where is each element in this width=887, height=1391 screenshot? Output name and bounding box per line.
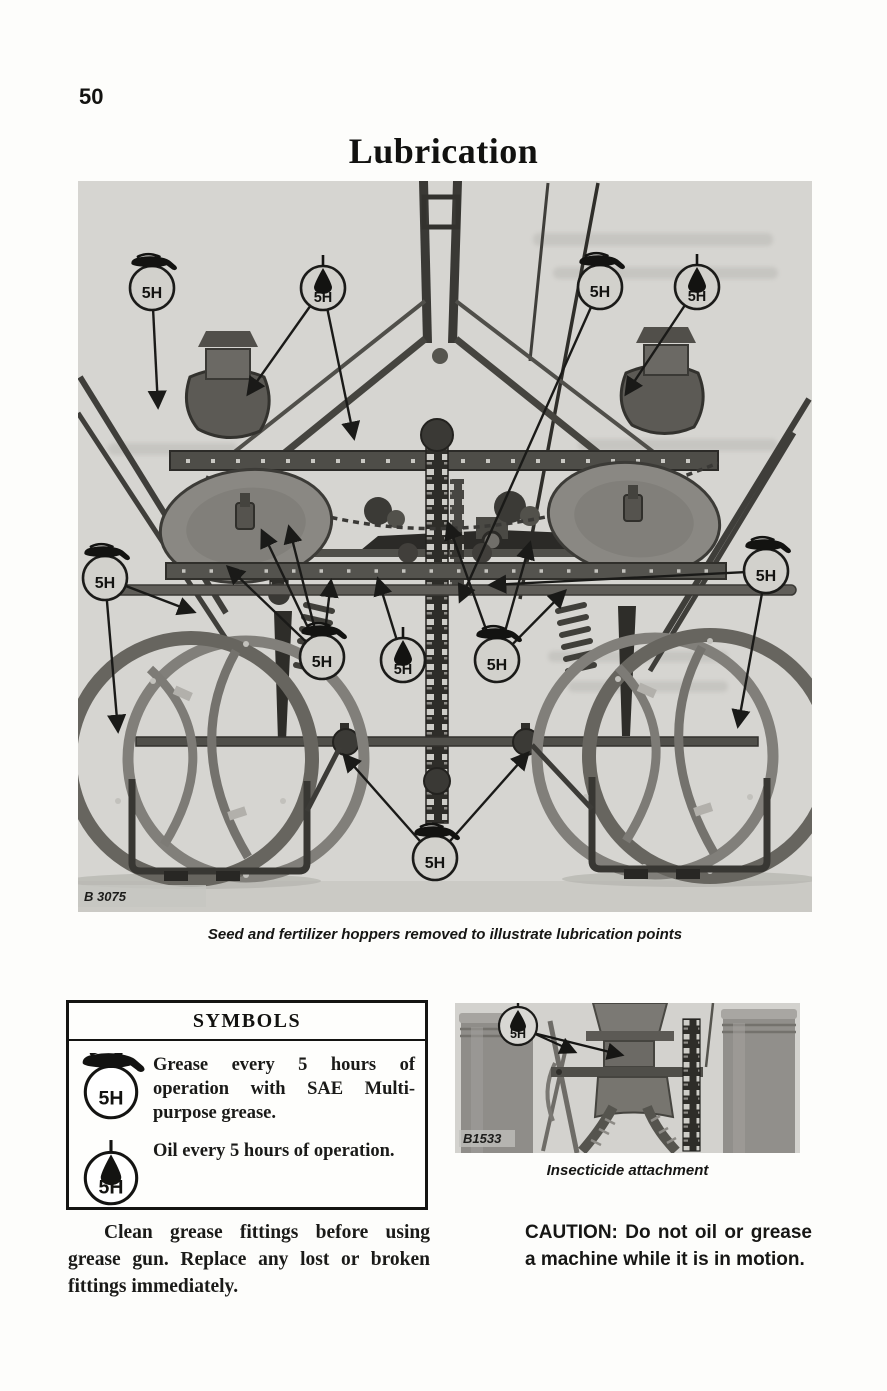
- marker-grease-lower-right: [475, 626, 522, 682]
- svg-text:5H: 5H: [393, 662, 413, 678]
- svg-text:5H: 5H: [98, 1176, 124, 1199]
- photo-id-label: B1533: [463, 1131, 502, 1146]
- caution-note: CAUTION: Do not oil or grease a machine while it is in motion.: [525, 1222, 812, 1270]
- grease-5h-icon: [75, 1053, 147, 1127]
- lubrication-points-figure: [78, 181, 812, 912]
- drive-chain: [683, 1019, 700, 1151]
- figure-caption: Seed and fertilizer hoppers removed to illustrate lubrication points: [207, 926, 683, 943]
- grease-symbol-row: [75, 1053, 415, 1127]
- grease-symbol-description: Grease every 5 hours of operation with SAE Multi-purpose grease.: [153, 1055, 415, 1124]
- marker-grease-bottom-center: [413, 824, 460, 880]
- svg-text:5H: 5H: [755, 568, 777, 585]
- svg-text:5H: 5H: [94, 575, 116, 592]
- svg-text:5H: 5H: [589, 284, 611, 301]
- svg-text:5H: 5H: [486, 657, 508, 674]
- page-number: 50: [79, 84, 104, 109]
- marker-grease-lower-left: [300, 623, 347, 679]
- svg-text:5H: 5H: [687, 289, 707, 305]
- right-hopper-can: [721, 1009, 797, 1153]
- svg-text:5H: 5H: [313, 290, 333, 306]
- svg-text:5H: 5H: [98, 1087, 124, 1110]
- marker-grease-mid-right: [744, 537, 791, 593]
- photo-id-label: B 3075: [84, 889, 126, 904]
- svg-text:5H: 5H: [510, 1027, 526, 1041]
- marker-grease-mid-left: [83, 544, 130, 600]
- symbols-box-title: SYMBOLS: [69, 1003, 425, 1041]
- oil-5h-icon: [75, 1139, 147, 1213]
- insecticide-caption: Insecticide attachment: [546, 1162, 709, 1179]
- oil-symbol-description: Oil every 5 hours of operation.: [153, 1141, 395, 1161]
- insecticide-illustration: [455, 1003, 800, 1153]
- svg-text:5H: 5H: [424, 855, 446, 872]
- insecticide-attachment-figure: [455, 1003, 800, 1153]
- marker-grease-top-right: [578, 253, 625, 309]
- symbols-box: [66, 1000, 428, 1210]
- grease-fittings-note: Clean grease fittings before using grease gun. Replace any lost or broken fittings immediately.: [68, 1222, 430, 1297]
- svg-text:5H: 5H: [311, 654, 333, 671]
- oil-symbol-row: [75, 1139, 415, 1213]
- svg-text:5H: 5H: [141, 285, 163, 302]
- machine-illustration: [78, 181, 812, 912]
- page-title: Lubrication: [348, 131, 539, 171]
- marker-grease-top-left: [130, 254, 177, 310]
